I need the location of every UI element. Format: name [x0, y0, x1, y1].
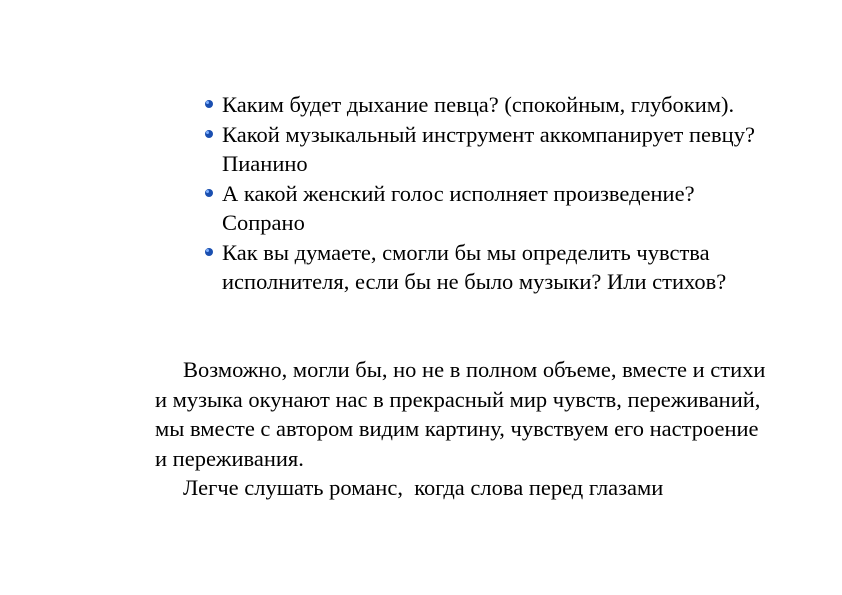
paragraph: Возможно, могли бы, но не в полном объеме, вместе и стихи и музыка окунают нас в прекрасный мир чувств, переживаний, мы вместе с автором видим картину, чувствуем его настроение и переживания. — [155, 357, 772, 471]
list-item — [200, 238, 760, 297]
list-item-text: Каким будет дыхание певца? (спокойным, глубоким). — [222, 92, 735, 117]
list-item — [200, 90, 760, 120]
bullet-icon — [205, 189, 213, 197]
list-item — [200, 120, 760, 179]
bullet-icon — [205, 100, 213, 108]
question-list — [200, 90, 760, 297]
list-item — [200, 179, 760, 238]
bullet-icon — [205, 130, 213, 138]
paragraph: Легче слушать романс, когда слова перед глазами — [183, 475, 664, 500]
bullet-icon — [205, 248, 213, 256]
list-item-text: Как вы думаете, смогли бы мы определить чувства исполнителя, если бы не было музыки? Или стихов? — [222, 239, 727, 294]
list-item-text: А какой женский голос исполняет произведение? Сопрано — [222, 180, 695, 235]
list-item-text: Какой музыкальный инструмент аккомпанирует певцу? Пианино — [222, 121, 755, 176]
answer-text — [155, 355, 775, 503]
